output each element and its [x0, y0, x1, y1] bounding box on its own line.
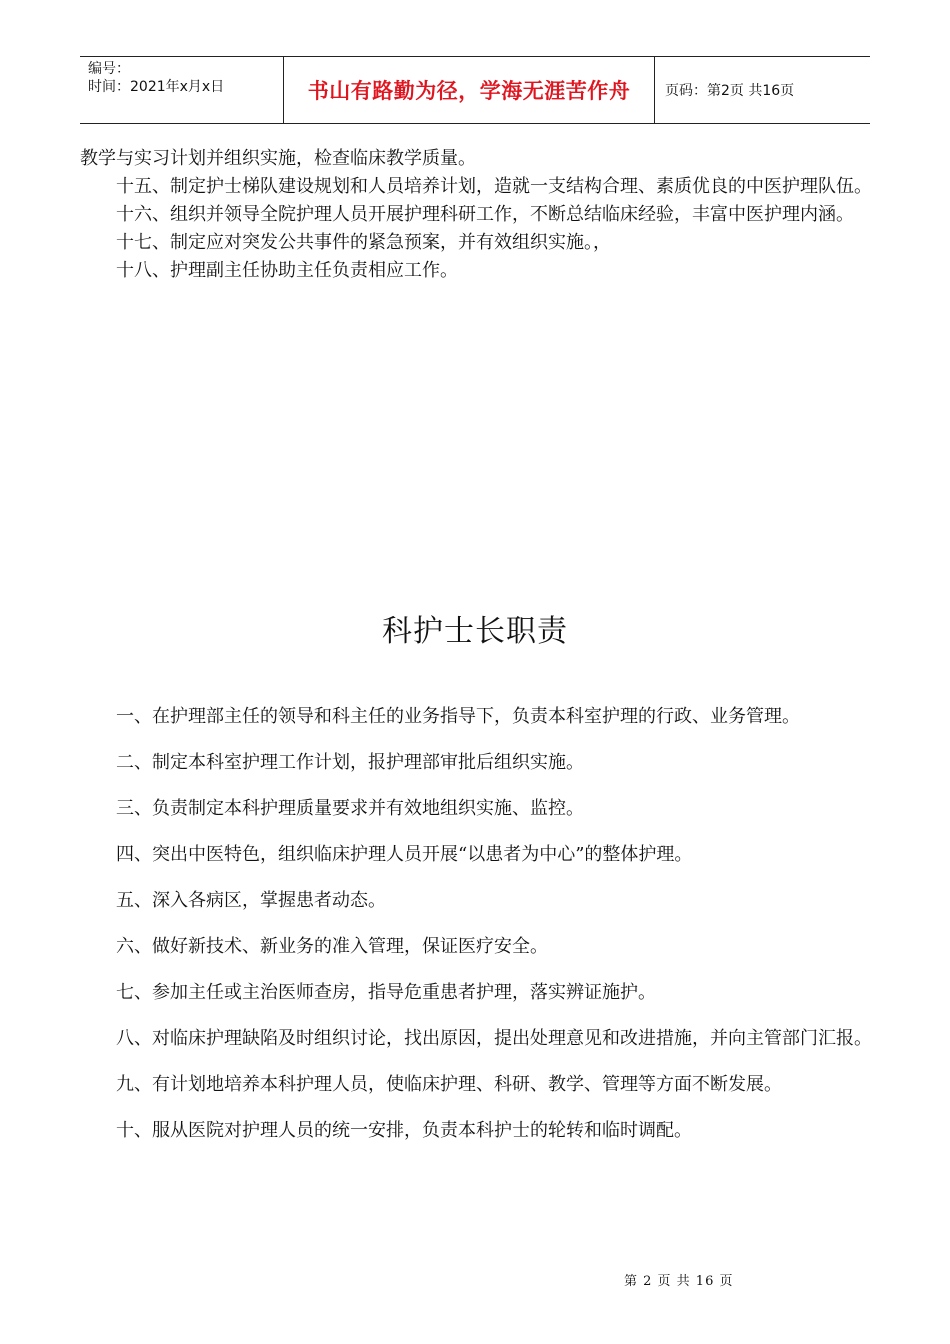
time-label: 时间：2021年x月x日 [88, 79, 225, 95]
header-meta [80, 57, 283, 123]
continued-text [80, 145, 880, 285]
duty-item: 五、深入各病区，掌握患者动态。 [116, 890, 386, 911]
duty-item: 七、参加主任或主治医师查房，指导危重患者护理，落实辨证施护。 [116, 982, 656, 1003]
page-footer: 第 2 页 共 16 页 [624, 1274, 734, 1289]
duty-item: 一、在护理部主任的领导和科主任的业务指导下，负责本科室护理的行政、业务管理。 [116, 706, 800, 727]
duty-item: 九、有计划地培养本科护理人员，使临床护理、科研、教学、管理等方面不断发展。 [116, 1074, 782, 1095]
duties-list [80, 694, 880, 1154]
duty-item: 二、制定本科室护理工作计划，报护理部审批后组织实施。 [116, 752, 584, 773]
header-page-info: 页码：第2页 共16页 [665, 83, 795, 99]
duty-item-18: 十八、护理副主任协助主任负责相应工作。 [116, 260, 458, 281]
duty-item-16: 十六、组织并领导全院护理人员开展护理科研工作，不断总结临床经验，丰富中医护理内涵。 [116, 204, 854, 225]
duty-item-15: 十五、制定护士梯队建设规划和人员培养计划，造就一支结构合理、素质优良的中医护理队伍。 [116, 176, 872, 197]
duty-item: 六、做好新技术、新业务的准入管理，保证医疗安全。 [116, 936, 548, 957]
continued-line: 教学与实习计划并组织实施，检查临床教学质量。 [80, 148, 476, 169]
duty-item: 十、服从医院对护理人员的统一安排，负责本科护士的轮转和临时调配。 [116, 1120, 692, 1141]
duty-item: 三、负责制定本科护理质量要求并有效地组织实施、监控。 [116, 798, 584, 819]
section-title: 科护士长职责 [382, 614, 568, 649]
number-label: 编号： [88, 61, 130, 77]
header-table [80, 56, 870, 124]
duty-item-17: 十七、制定应对突发公共事件的紧急预案，并有效组织实施。， [116, 232, 611, 253]
duty-item: 四、突出中医特色，组织临床护理人员开展“以患者为中心”的整体护理。 [116, 844, 693, 865]
duty-item: 八、对临床护理缺陷及时组织讨论，找出原因，提出处理意见和改进措施，并向主管部门汇报。 [116, 1028, 872, 1049]
header-motto: 书山有路勤为径，学海无涯苦作舟 [283, 57, 655, 123]
